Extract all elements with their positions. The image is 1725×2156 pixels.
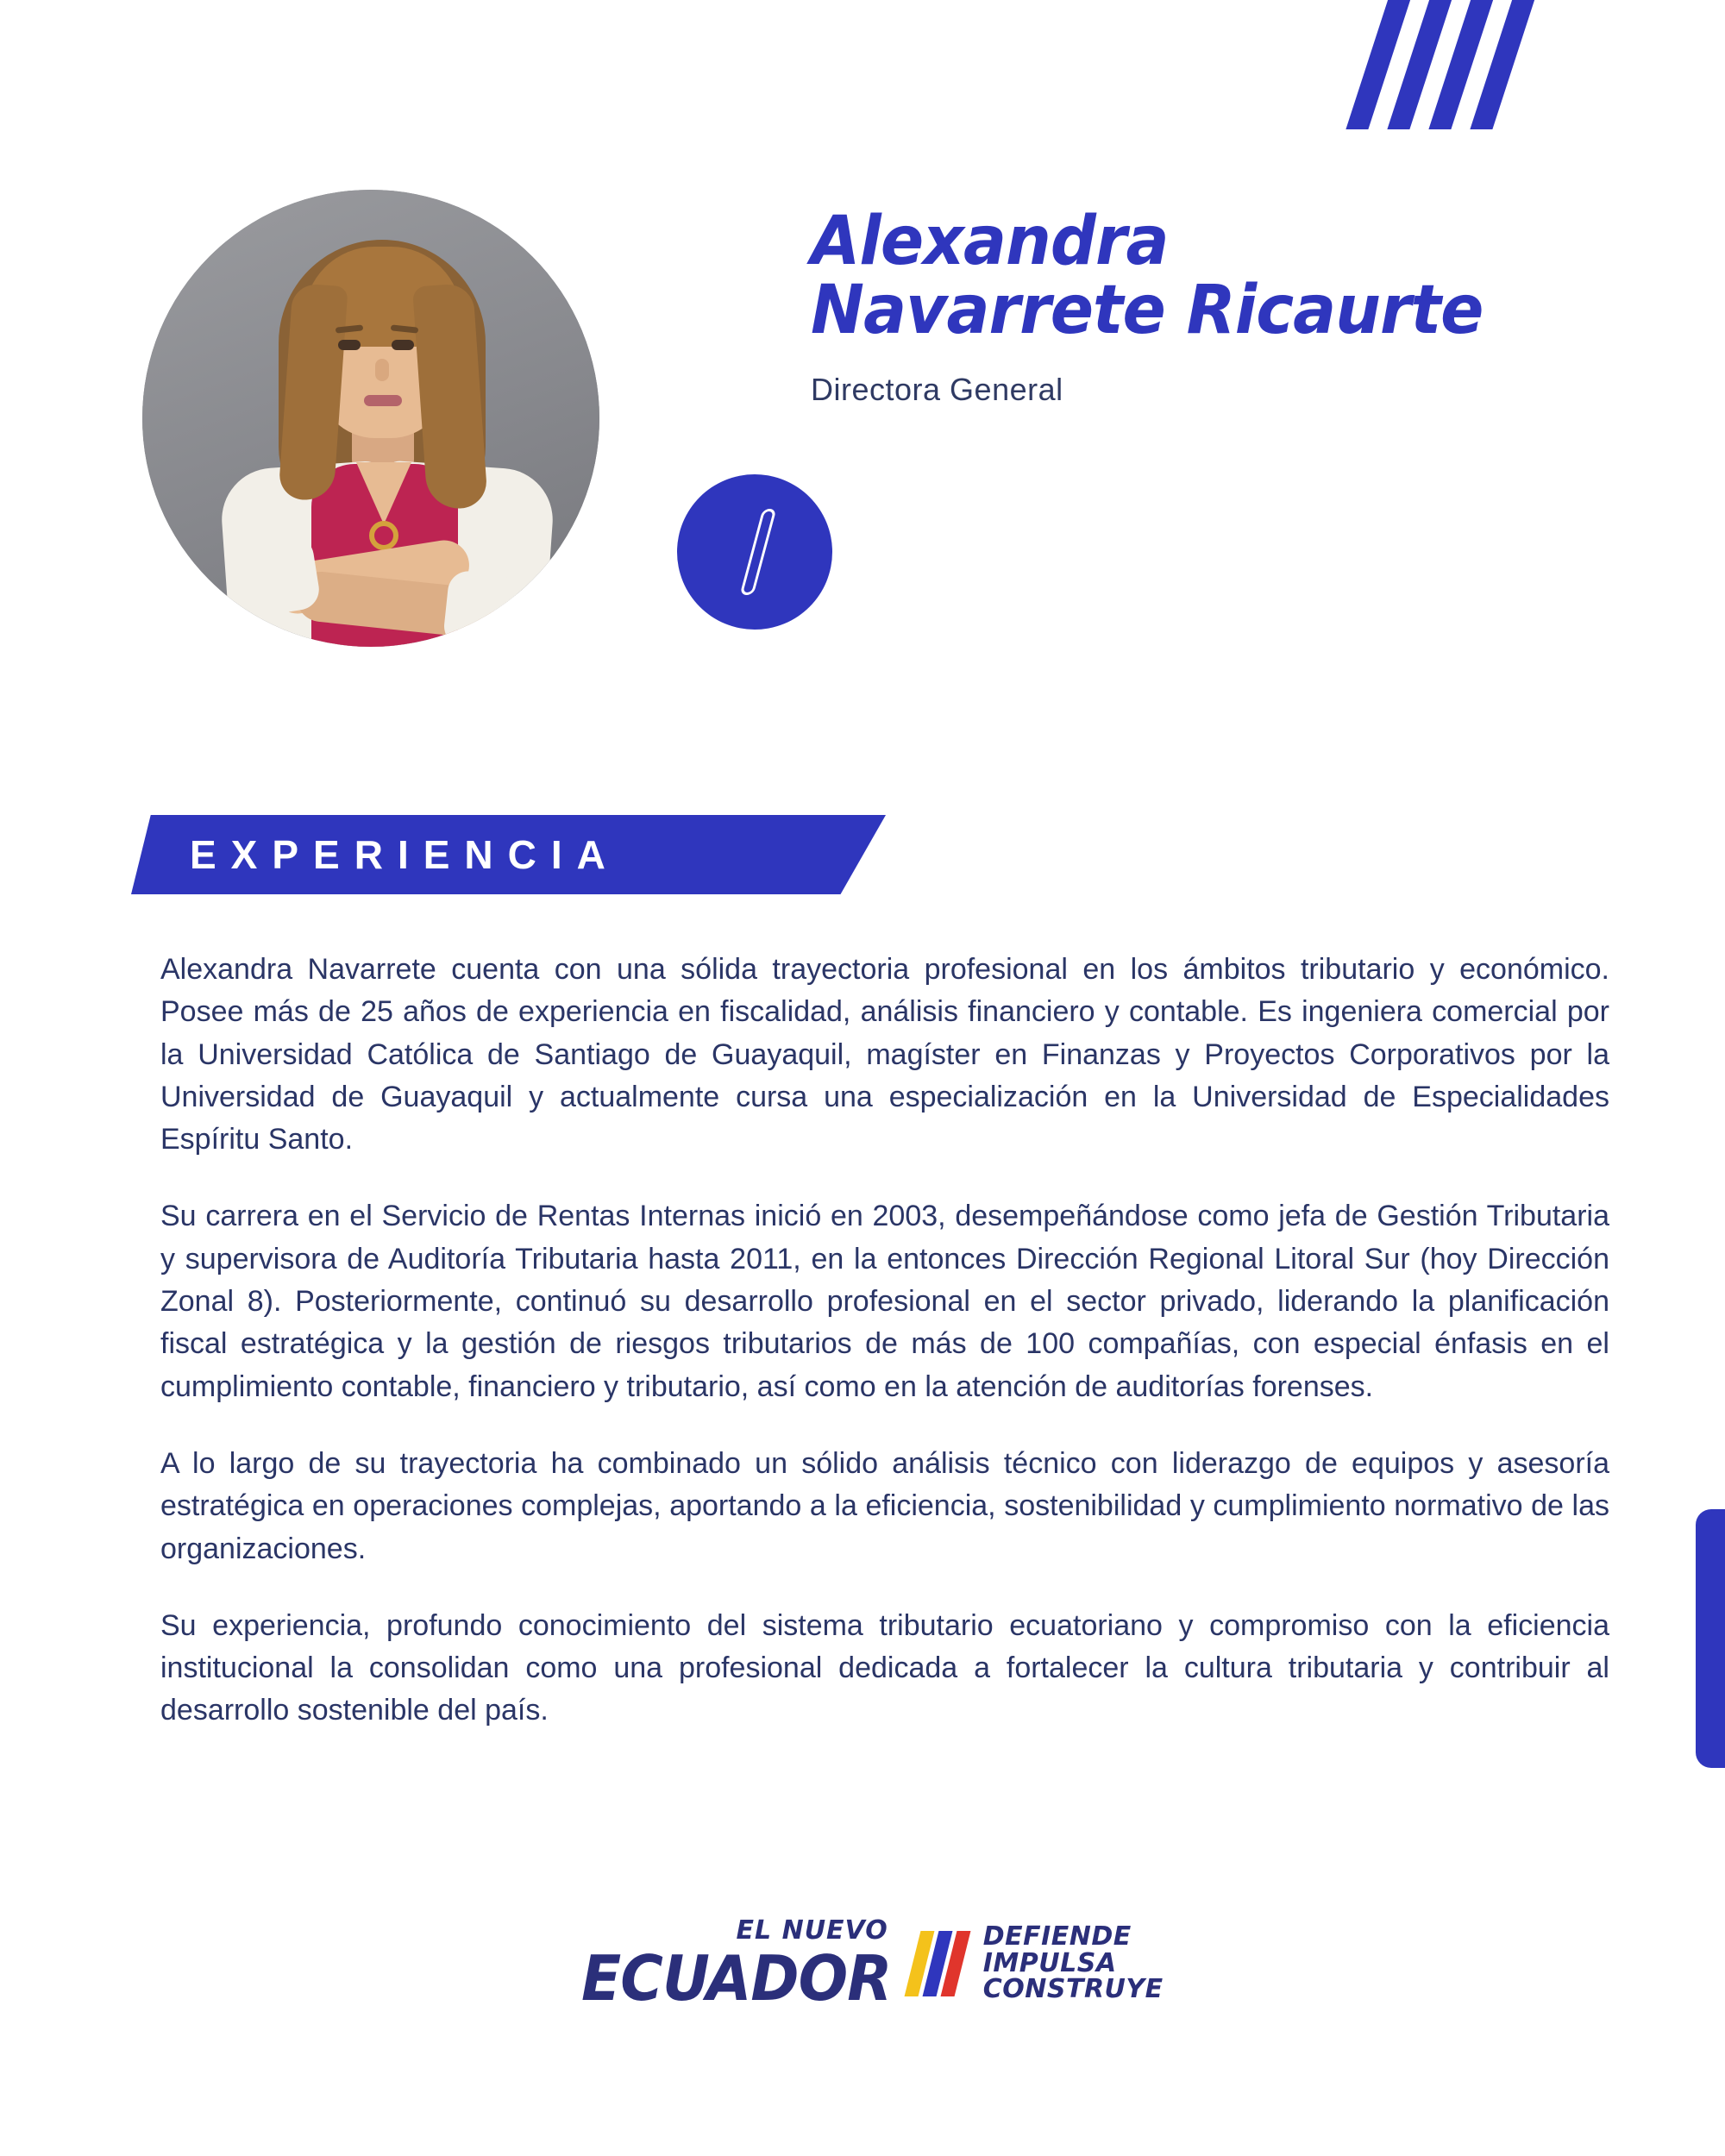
corner-slashes-decoration [1370,0,1628,129]
logo-slogan-group [982,1921,1164,2005]
flag-icon [904,1931,970,1996]
experience-paragraph: A lo largo de su trayectoria ha combinado un sólido análisis técnico con liderazgo de equipos y asesoría estratégica en operaciones complejas, aportando a la eficiencia, sostenibilidad y cumplimiento normativo de las organizaciones. [160,1446,1609,1565]
profile-name-block [811,203,1673,408]
section-banner [131,815,886,894]
portrait-eye-left [338,340,361,350]
experience-paragraph: Alexandra Navarrete cuenta con una sólida trayectoria profesional en los ámbitos tributario y económico. Posee más de 25 años de experiencia en fiscalidad, análisis financiero y contable. Es ingeniera comercial por la Universidad Católica de Santiago de Guayaquil, magíster en Finanzas y Proyectos Corporativos por la Universidad de Guayaquil y actualmente cursa una especialización en la Universidad de Especialidades Espíritu Santo. [160,953,1609,1156]
experience-paragraph: Su carrera en el Servicio de Rentas Internas inició en 2003, desempeñándose como jefa de Gestión Tributaria y supervisora de Auditoría Tributaria hasta 2011, en la entonces Dirección Regional Litoral Sur (hoy Dirección Zonal 8). Posteriormente, continuó su desarrollo profesional en el sector privado, liderando la planificación fiscal estratégica y la gestión de riesgos tributarios de más de 100 compañías, con especial énfasis en el cumplimiento contable, financiero y tributario, así como en la atención de auditorías forenses. [160,1200,1609,1403]
experience-paragraph: Su experiencia, profundo conocimiento del sistema tributario ecuatoriano y compromiso con la eficiencia institucional la consolidan como una profesional dedicada a fortalecer la cultura tributaria y contribuir al desarrollo sostenible del país. [160,1608,1609,1727]
profile-header [0,172,1725,690]
profile-role: Directora General [811,371,1063,407]
profile-photo-wrap [142,190,599,647]
portrait-eye-right [392,340,414,350]
logo-tagline-top: EL NUEVO [736,1915,888,1946]
logo-wordmark-group [561,1915,892,2015]
portrait-cuff-left [244,533,322,617]
logo-slogan-line2: IMPULSA [982,1947,1117,1978]
logo-slogan-line3: CONSTRUYE [982,1974,1164,2005]
logo-wordmark: ECUADOR [581,1942,892,2015]
footer [0,1915,1725,2015]
right-edge-tab-decoration [1696,1509,1725,1768]
portrait-mouth [364,395,402,406]
government-logo [561,1915,1164,2015]
portrait-pendant [369,521,398,550]
section-title: EXPERIENCIA [190,832,620,877]
avatar [142,190,599,647]
slash-icon [740,509,777,595]
portrait-nose [375,359,389,381]
logo-slogan-line1: DEFIENDE [982,1921,1132,1952]
badge-circle-decoration [677,474,832,630]
page-title-line2: Navarrete Ricaurte [811,272,1484,350]
page-title-line1: Alexandra [811,203,1169,280]
experience-body [160,949,1609,1733]
portrait-cuff-right [442,569,519,647]
